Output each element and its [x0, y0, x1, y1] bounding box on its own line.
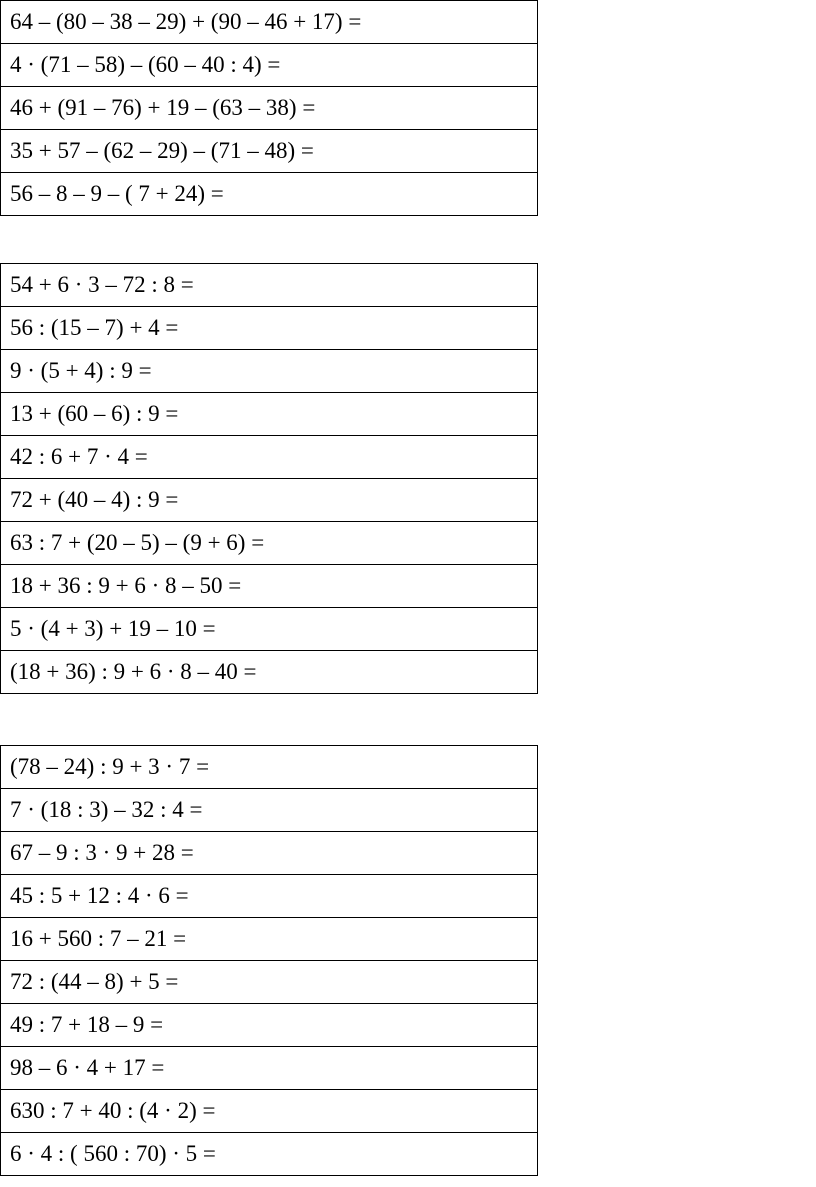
- expression-cell: 630 : 7 + 40 : (4 · 2) =: [1, 1090, 538, 1133]
- table-row: [1, 1, 538, 44]
- table-row: [1, 875, 538, 918]
- expression-cell: 64 – (80 – 38 – 29) + (90 – 46 + 17) =: [1, 1, 538, 44]
- table-row: [1, 350, 538, 393]
- table-row: [1, 130, 538, 173]
- expression-cell: 13 + (60 – 6) : 9 =: [1, 393, 538, 436]
- expression-cell: 63 : 7 + (20 – 5) – (9 + 6) =: [1, 522, 538, 565]
- expression-cell: 49 : 7 + 18 – 9 =: [1, 1004, 538, 1047]
- table-row: [1, 87, 538, 130]
- table-row: [1, 961, 538, 1004]
- expression-cell: 56 : (15 – 7) + 4 =: [1, 307, 538, 350]
- expression-cell: 56 – 8 – 9 – ( 7 + 24) =: [1, 173, 538, 216]
- expression-cell: 18 + 36 : 9 + 6 · 8 – 50 =: [1, 565, 538, 608]
- expression-cell: 98 – 6 · 4 + 17 =: [1, 1047, 538, 1090]
- expression-cell: 16 + 560 : 7 – 21 =: [1, 918, 538, 961]
- expression-cell: 7 · (18 : 3) – 32 : 4 =: [1, 789, 538, 832]
- table-row: [1, 393, 538, 436]
- exercise-table-1: [0, 0, 538, 216]
- expression-cell: 72 : (44 – 8) + 5 =: [1, 961, 538, 1004]
- table-row: [1, 918, 538, 961]
- expression-cell: 46 + (91 – 76) + 19 – (63 – 38) =: [1, 87, 538, 130]
- table-row: [1, 1090, 538, 1133]
- table-row: [1, 1004, 538, 1047]
- table-row: [1, 173, 538, 216]
- table-row: [1, 436, 538, 479]
- table-row: [1, 1047, 538, 1090]
- expression-cell: 72 + (40 – 4) : 9 =: [1, 479, 538, 522]
- table-row: [1, 746, 538, 789]
- expression-cell: 9 · (5 + 4) : 9 =: [1, 350, 538, 393]
- expression-cell: (18 + 36) : 9 + 6 · 8 – 40 =: [1, 651, 538, 694]
- expression-cell: 4 · (71 – 58) – (60 – 40 : 4) =: [1, 44, 538, 87]
- expression-cell: 5 · (4 + 3) + 19 – 10 =: [1, 608, 538, 651]
- expression-cell: 6 · 4 : ( 560 : 70) · 5 =: [1, 1133, 538, 1176]
- table-row: [1, 832, 538, 875]
- expression-cell: (78 – 24) : 9 + 3 · 7 =: [1, 746, 538, 789]
- table-row: [1, 565, 538, 608]
- table-row: [1, 651, 538, 694]
- expression-cell: 35 + 57 – (62 – 29) – (71 – 48) =: [1, 130, 538, 173]
- table-row: [1, 479, 538, 522]
- expression-cell: 67 – 9 : 3 · 9 + 28 =: [1, 832, 538, 875]
- table-row: [1, 608, 538, 651]
- expression-cell: 45 : 5 + 12 : 4 · 6 =: [1, 875, 538, 918]
- table-row: [1, 789, 538, 832]
- table-row: [1, 264, 538, 307]
- exercise-table-2: [0, 263, 538, 694]
- table-row: [1, 1133, 538, 1176]
- expression-cell: 42 : 6 + 7 · 4 =: [1, 436, 538, 479]
- exercise-table-3: [0, 745, 538, 1176]
- table-row: [1, 307, 538, 350]
- expression-cell: 54 + 6 · 3 – 72 : 8 =: [1, 264, 538, 307]
- table-row: [1, 522, 538, 565]
- table-row: [1, 44, 538, 87]
